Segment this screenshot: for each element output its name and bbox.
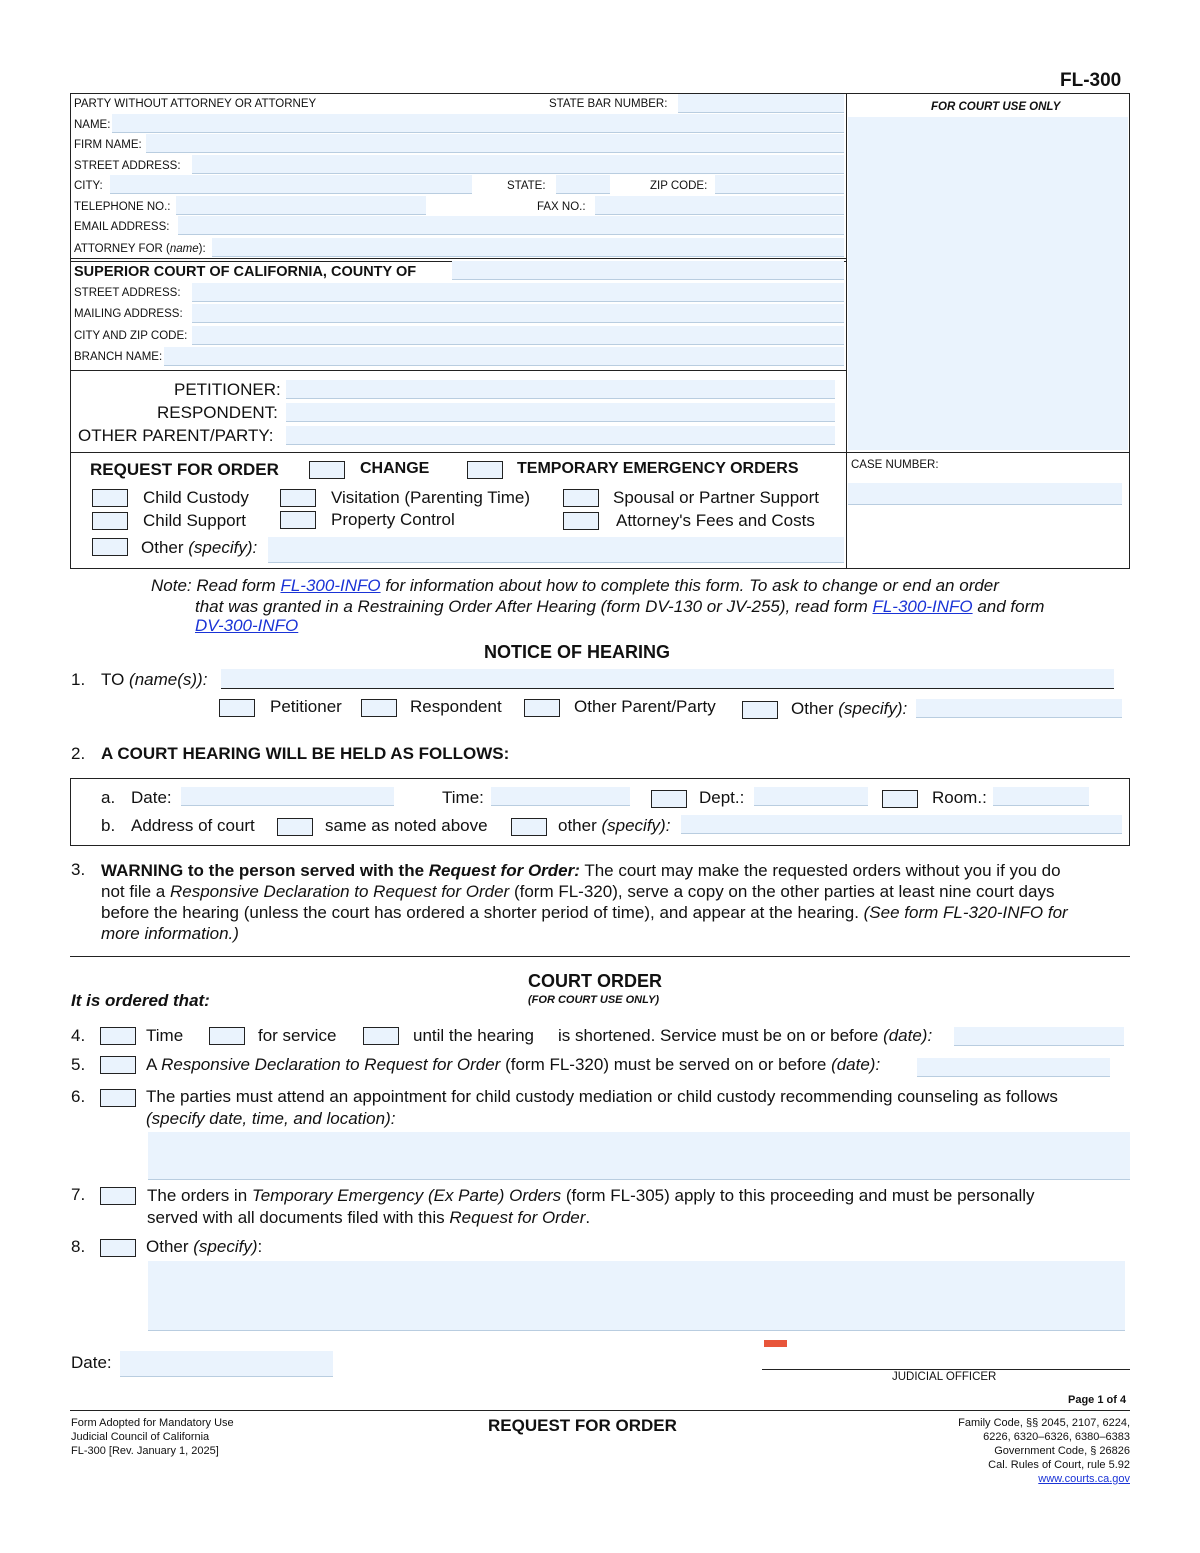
- item3-num: 3.: [71, 860, 86, 879]
- court-street-field[interactable]: [192, 283, 844, 302]
- child-custody-checkbox[interactable]: [92, 489, 128, 507]
- court-order-title: COURT ORDER: [528, 971, 662, 991]
- time-label: Time: [146, 1026, 184, 1045]
- to-other-parent-label: Other Parent/Party: [574, 697, 716, 716]
- property-checkbox[interactable]: [280, 511, 316, 529]
- court-street-label: STREET ADDRESS:: [74, 287, 181, 299]
- footer-right: Family Code, §§ 2045, 2107, 6224, 6226, 6320–6326, 6380–6383 Government Code, § 26826 Cal. Rules of Court, rule 5.92 www.courts.ca.gov: [958, 1417, 1130, 1485]
- item6-text: The parties must attend an appointment for child custody mediation or child custody recommending counseling as follows: [146, 1087, 1058, 1106]
- until-hearing-checkbox[interactable]: [363, 1027, 399, 1045]
- item7-checkbox[interactable]: [100, 1187, 136, 1205]
- change-checkbox[interactable]: [309, 461, 345, 479]
- name-field[interactable]: [112, 114, 844, 133]
- for-service-checkbox[interactable]: [209, 1027, 245, 1045]
- item6-specify: (specify date, time, and location):: [146, 1109, 396, 1128]
- to-petitioner-checkbox[interactable]: [219, 699, 255, 717]
- until-hearing-label: until the hearing: [413, 1026, 534, 1045]
- item8-text: Other (specify):: [146, 1237, 263, 1256]
- court-order-subtitle: (FOR COURT USE ONLY): [528, 994, 659, 1006]
- hearing-dept-label: Dept.:: [699, 788, 745, 807]
- ordered-that: It is ordered that:: [71, 991, 210, 1010]
- child-support-label: Child Support: [143, 511, 247, 530]
- court-branch-field[interactable]: [164, 347, 844, 366]
- hearing-room-field[interactable]: [993, 787, 1089, 806]
- order-date-field[interactable]: [120, 1351, 333, 1377]
- name-label: NAME:: [74, 119, 111, 131]
- change-label: CHANGE: [360, 460, 430, 477]
- street-label: STREET ADDRESS:: [74, 160, 181, 172]
- respondent-field[interactable]: [286, 403, 835, 422]
- address-other-field[interactable]: [681, 815, 1122, 834]
- item8-field[interactable]: [148, 1261, 1125, 1331]
- city-label: CITY:: [74, 180, 103, 192]
- court-use-area[interactable]: [848, 117, 1128, 450]
- divider: [70, 956, 1130, 957]
- order-date-label: Date:: [71, 1353, 112, 1372]
- for-service-label: for service: [258, 1026, 337, 1045]
- item5-text: A Responsive Declaration to Request for Order (form FL-320) must be served on or before (date):: [146, 1055, 881, 1074]
- to-petitioner-label: Petitioner: [270, 697, 342, 716]
- item5-date-field[interactable]: [917, 1058, 1110, 1077]
- to-other-field[interactable]: [916, 699, 1122, 718]
- address-other-label: other (specify):: [558, 816, 671, 835]
- email-field[interactable]: [178, 216, 844, 235]
- dept-checkbox[interactable]: [651, 790, 687, 808]
- item8-checkbox[interactable]: [100, 1239, 136, 1257]
- item8-num: 8.: [71, 1237, 86, 1256]
- to-respondent-label: Respondent: [410, 697, 502, 716]
- item2-text: A COURT HEARING WILL BE HELD AS FOLLOWS:: [101, 744, 510, 763]
- petitioner-label: PETITIONER:: [174, 380, 281, 399]
- same-as-above-checkbox[interactable]: [277, 818, 313, 836]
- email-label: EMAIL ADDRESS:: [74, 221, 170, 233]
- other-parent-field[interactable]: [286, 426, 835, 445]
- hearing-date-label: Date:: [131, 788, 172, 807]
- firm-label: FIRM NAME:: [74, 139, 142, 151]
- spousal-checkbox[interactable]: [563, 489, 599, 507]
- shortened-date-field[interactable]: [954, 1027, 1124, 1046]
- temporary-checkbox[interactable]: [467, 461, 503, 479]
- fax-field[interactable]: [595, 196, 844, 215]
- attorney-fees-checkbox[interactable]: [563, 512, 599, 530]
- court-mailing-field[interactable]: [192, 304, 844, 323]
- hearing-time-label: Time:: [442, 788, 484, 807]
- same-as-above-label: same as noted above: [325, 816, 488, 835]
- case-number-label: CASE NUMBER:: [851, 459, 939, 471]
- child-custody-label: Child Custody: [143, 488, 249, 507]
- item5-num: 5.: [71, 1055, 86, 1074]
- note-line3: [195, 616, 298, 636]
- request-other-label: Other (specify):: [141, 538, 258, 557]
- state-label: STATE:: [507, 180, 546, 192]
- street-field[interactable]: [192, 155, 844, 174]
- attorney-for-field[interactable]: [212, 238, 844, 257]
- petitioner-field[interactable]: [286, 380, 835, 399]
- hearing-b-label: b.: [101, 816, 116, 835]
- note-line1: Note: Read form FL-300-INFO for information about how to complete this form. To ask to change or end an order: [151, 576, 999, 595]
- to-other-checkbox[interactable]: [742, 701, 778, 719]
- court-use-only-label: FOR COURT USE ONLY: [931, 101, 1061, 113]
- dv300-info-link[interactable]: DV-300-INFO: [195, 616, 299, 635]
- warning-text: WARNING to the person served with the Request for Order: The court may make the requested orders without you if you do not file a Responsive Declaration to Request for Order (form FL-320), serve a copy on the other parties at least nine court days before the hearing (unless the court has ordered a shorter period of time), and appear at the hearing. (See form FL-320-INFO for more information.): [101, 861, 1068, 943]
- form-id: FL-300: [1060, 70, 1122, 91]
- item1-num: 1.: [71, 670, 86, 689]
- item6-checkbox[interactable]: [100, 1089, 136, 1107]
- court-branch-label: BRANCH NAME:: [74, 351, 163, 363]
- note-line2: that was granted in a Restraining Order After Hearing (form DV-130 or JV-255), read form FL-300-INFO and form: [195, 597, 1045, 616]
- court-cityzip-field[interactable]: [192, 326, 844, 345]
- room-checkbox[interactable]: [882, 790, 918, 808]
- signature-flag-icon: [764, 1340, 787, 1347]
- bar-label: STATE BAR NUMBER:: [549, 98, 668, 110]
- hearing-date-field[interactable]: [181, 787, 394, 806]
- item7-text: The orders in Temporary Emergency (Ex Parte) Orders (form FL-305) apply to this proceeding and must be personally served with all documents filed with this Request for Order.: [147, 1186, 1035, 1227]
- bar-number-field[interactable]: [678, 94, 844, 113]
- respondent-label: RESPONDENT:: [157, 403, 278, 422]
- hearing-dept-field[interactable]: [754, 787, 868, 806]
- fl300-info-link-2[interactable]: FL-300-INFO: [872, 597, 973, 616]
- item5-checkbox[interactable]: [100, 1056, 136, 1074]
- item2-num: 2.: [71, 744, 86, 763]
- fax-label: FAX NO.:: [537, 201, 586, 213]
- time-checkbox[interactable]: [100, 1027, 136, 1045]
- hearing-time-field[interactable]: [491, 787, 630, 806]
- fl300-info-link[interactable]: FL-300-INFO: [280, 576, 381, 595]
- request-title: REQUEST FOR ORDER: [90, 460, 279, 479]
- tel-field[interactable]: [176, 196, 426, 215]
- judicial-officer-label: JUDICIAL OFFICER: [892, 1371, 997, 1383]
- footer-title: REQUEST FOR ORDER: [488, 1416, 677, 1435]
- footer-left: Form Adopted for Mandatory Use Judicial Council of California FL-300 [Rev. January 1, 2025]: [71, 1417, 234, 1457]
- firm-field[interactable]: [146, 134, 844, 153]
- property-label: Property Control: [331, 510, 455, 529]
- zip-field[interactable]: [715, 175, 844, 194]
- item6-field[interactable]: [148, 1132, 1130, 1180]
- hearing-room-label: Room.:: [932, 788, 987, 807]
- to-respondent-checkbox[interactable]: [361, 699, 397, 717]
- address-of-court-label: Address of court: [131, 816, 255, 835]
- notice-title: NOTICE OF HEARING: [484, 642, 671, 662]
- page-number: Page 1 of 4: [1068, 1394, 1127, 1406]
- to-other-parent-checkbox[interactable]: [524, 699, 560, 717]
- attorney-for-label: ATTORNEY FOR (name):: [74, 243, 206, 255]
- item6-num: 6.: [71, 1087, 86, 1106]
- zip-label: ZIP CODE:: [650, 180, 708, 192]
- case-number-field[interactable]: [848, 483, 1122, 505]
- request-other-field[interactable]: [268, 537, 844, 563]
- child-support-checkbox[interactable]: [92, 512, 128, 530]
- court-title: SUPERIOR COURT OF CALIFORNIA, COUNTY OF: [74, 264, 417, 280]
- item7-num: 7.: [71, 1185, 86, 1204]
- item4-num: 4.: [71, 1026, 86, 1045]
- state-field[interactable]: [556, 175, 610, 194]
- request-other-checkbox[interactable]: [92, 538, 128, 556]
- spousal-label: Spousal or Partner Support: [613, 488, 820, 507]
- court-mailing-label: MAILING ADDRESS:: [74, 308, 183, 320]
- temporary-label: TEMPORARY EMERGENCY ORDERS: [517, 460, 799, 477]
- to-other-label: Other (specify):: [791, 699, 908, 718]
- tel-label: TELEPHONE NO.:: [74, 201, 171, 213]
- visitation-checkbox[interactable]: [280, 489, 316, 507]
- court-cityzip-label: CITY AND ZIP CODE:: [74, 330, 188, 342]
- address-other-checkbox[interactable]: [511, 818, 547, 836]
- hearing-a-label: a.: [101, 788, 116, 807]
- signature-line[interactable]: [762, 1369, 1130, 1370]
- shortened-label: is shortened. Service must be on or before (date):: [558, 1026, 933, 1045]
- county-field[interactable]: [452, 261, 844, 280]
- attorney-fees-label: Attorney's Fees and Costs: [616, 511, 815, 530]
- visitation-label: Visitation (Parenting Time): [331, 488, 531, 507]
- item1-label: TO (name(s)):: [101, 670, 208, 689]
- other-parent-label: OTHER PARENT/PARTY:: [78, 426, 274, 445]
- to-names-field[interactable]: [221, 669, 1114, 689]
- party-label: PARTY WITHOUT ATTORNEY OR ATTORNEY: [74, 98, 317, 110]
- city-field[interactable]: [110, 175, 472, 194]
- courts-website-link[interactable]: www.courts.ca.gov: [1038, 1473, 1130, 1485]
